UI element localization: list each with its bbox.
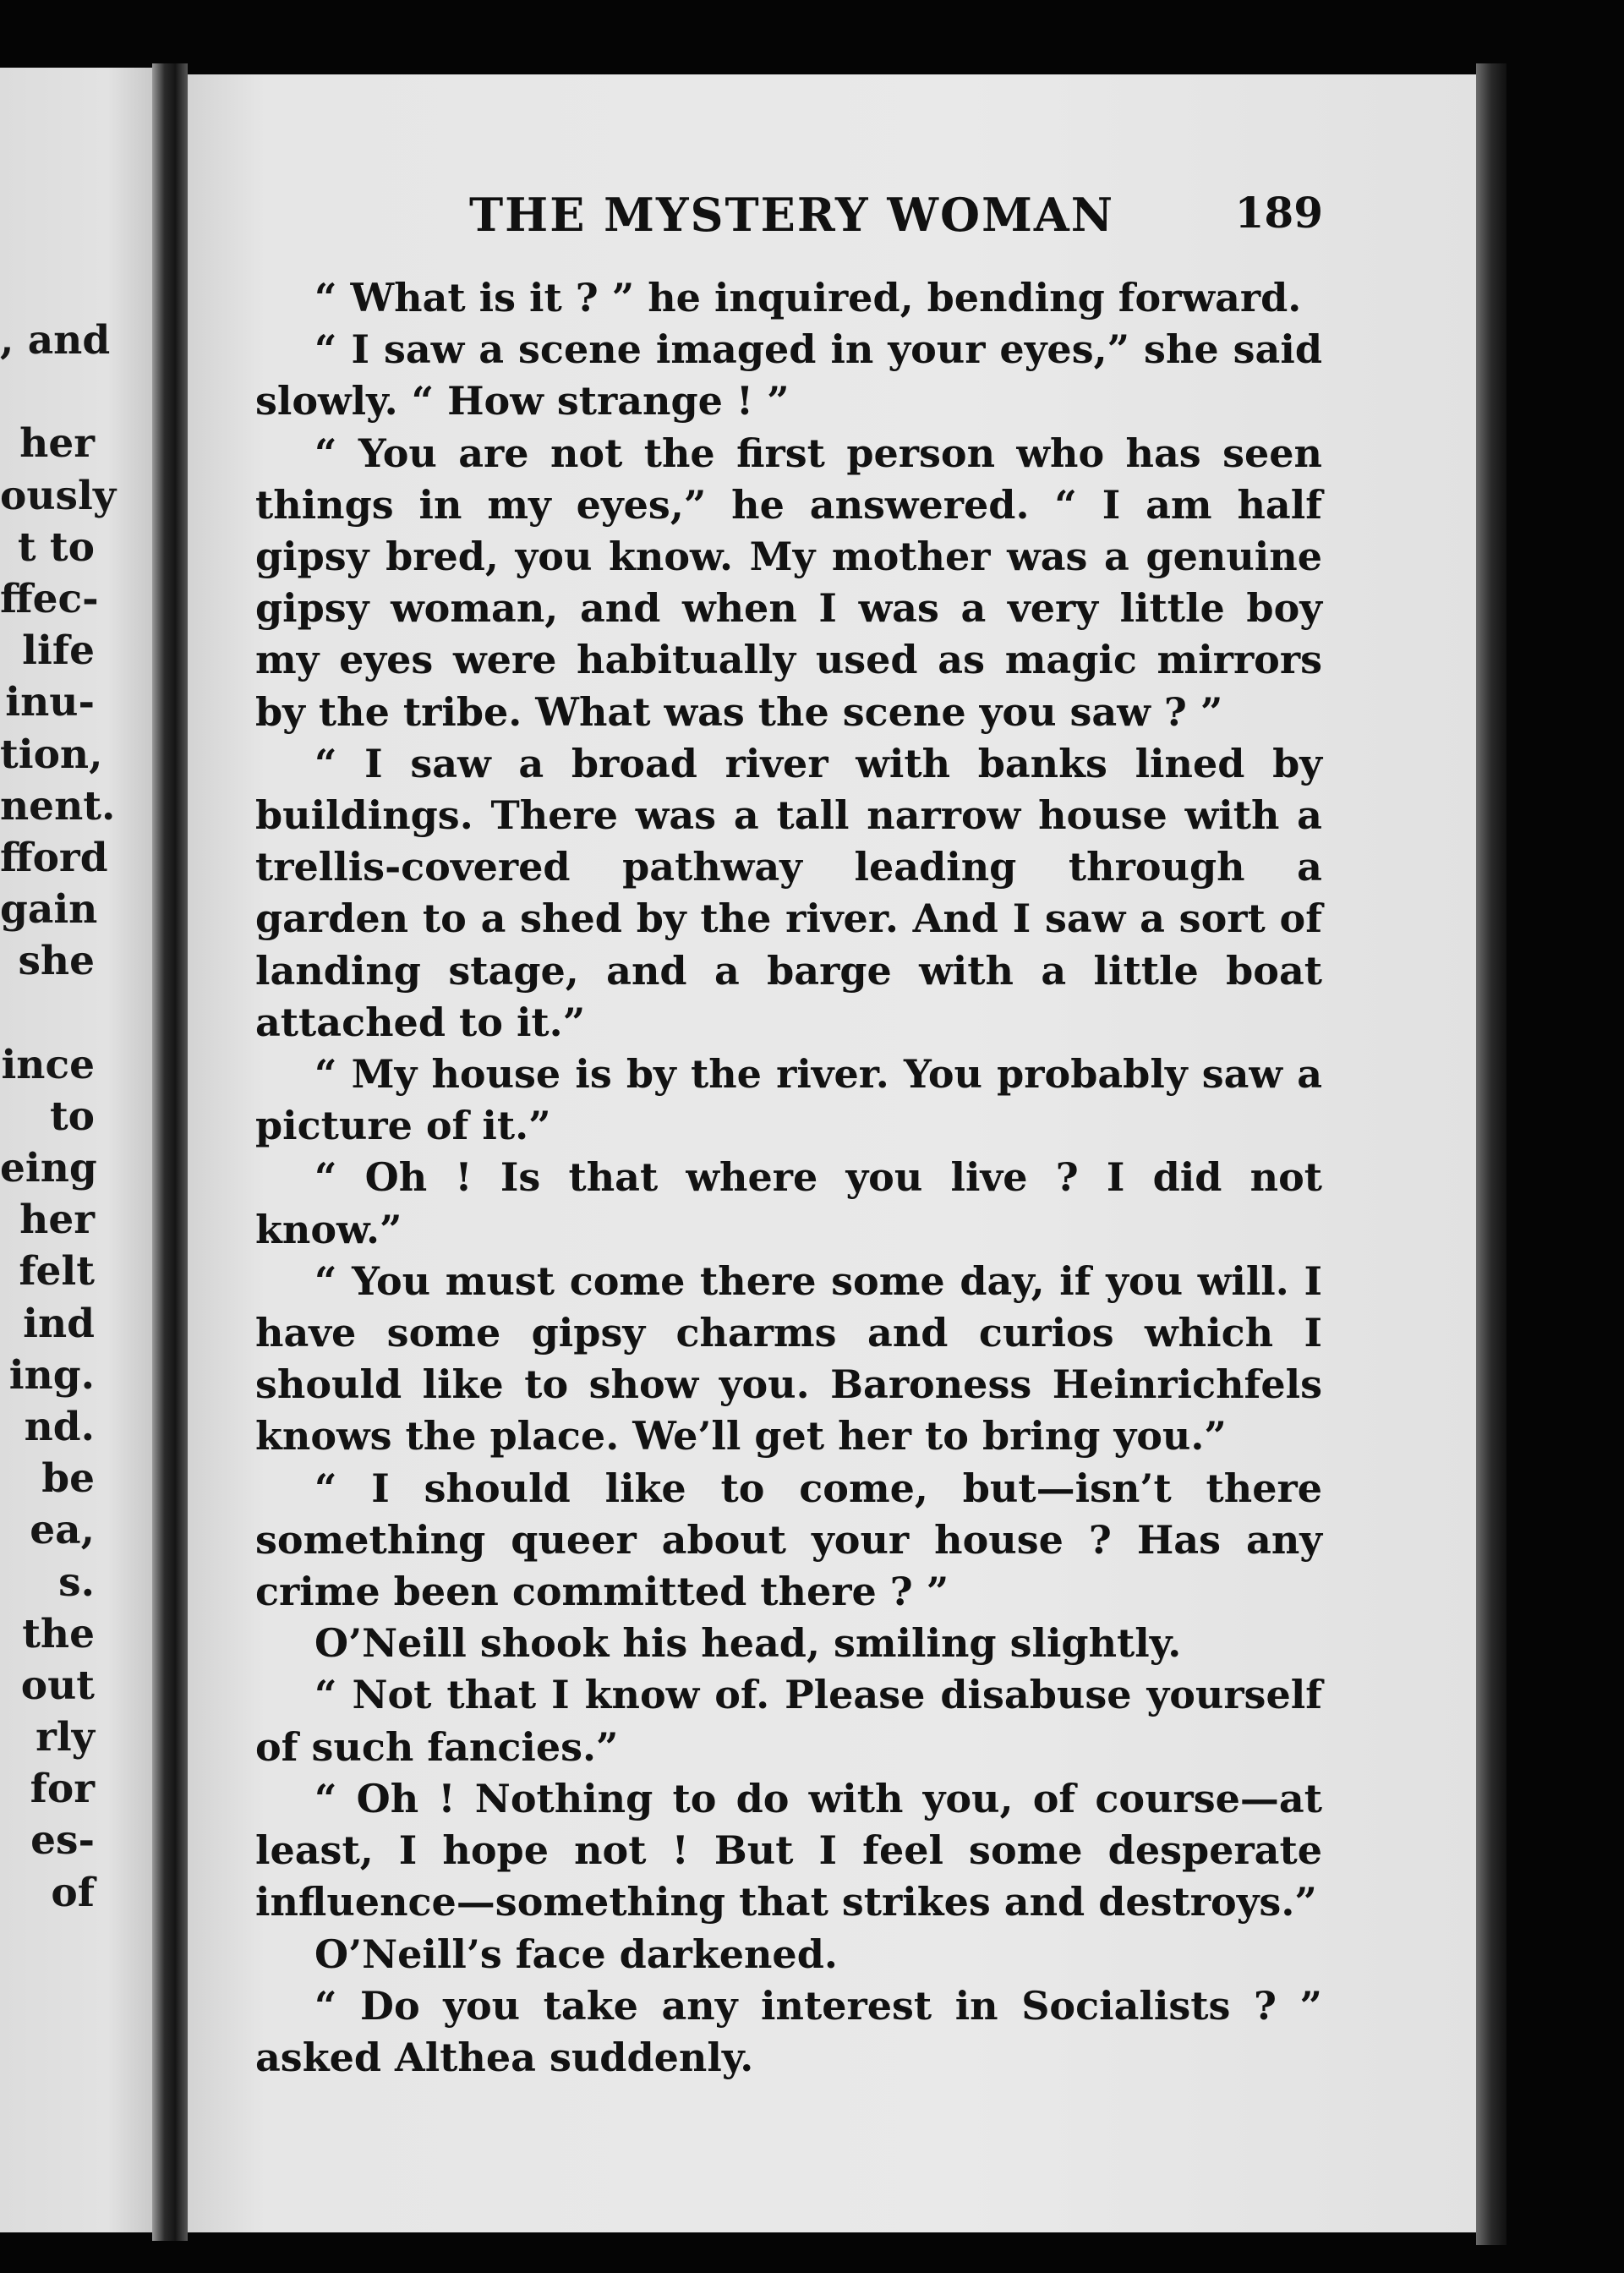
paragraph: “ My house is by the river. You probably saw a picture of it.” (255, 1051, 1322, 1149)
left-fragment-line: for (30, 1766, 95, 1813)
left-fragment-line: eing (0, 1145, 97, 1191)
paragraph: O’Neill shook his head, smiling slightly. (314, 1620, 1182, 1667)
left-fragment-line: s. (58, 1558, 95, 1606)
left-fragment-line: ind (23, 1300, 95, 1347)
left-fragment-line: tion, (0, 731, 103, 778)
paragraph: O’Neill’s face darkened. (314, 1931, 838, 1977)
left-fragment-line: to (49, 1093, 95, 1140)
left-fragment-line: ing. (8, 1351, 95, 1399)
left-fragment-line: be (41, 1455, 95, 1503)
left-fragment-line: life (22, 627, 95, 675)
running-head (469, 188, 1323, 247)
left-fragment-line: felt (19, 1248, 95, 1295)
left-fragment-line: nd. (24, 1403, 95, 1450)
page-number: 189 (1234, 188, 1323, 238)
left-fragment-line: es- (30, 1817, 95, 1865)
paragraph: “ You must come there some day, if you will. I have some gipsy charms and curios which I should like to show you. Baroness Heinrichfels knows the place. We’ll get her to bring you.” (255, 1257, 1322, 1460)
left-fragment-line: , and (0, 317, 111, 364)
left-fragment-line: ffec- (0, 575, 99, 622)
left-fragment-line: ea, (30, 1507, 95, 1554)
left-fragment-line: out (20, 1662, 95, 1709)
left-fragment-line: ously (0, 472, 117, 519)
left-fragment-line: her (19, 420, 95, 468)
body-text (255, 272, 1322, 2084)
paragraph: “ Do you take any interest in Socialists ? ” asked Althea suddenly. (255, 1982, 1322, 2080)
left-fragment-line (0, 366, 95, 418)
left-fragment-line: ince (1, 1041, 95, 1088)
left-fragment-line: inu- (5, 679, 95, 726)
paragraph: “ I saw a broad river with banks lined by buildings. There was a tall narrow house with a trellis-covered pathway leading through a garden to a shed by the river. And I saw a sort of landing stage, and a barge with a little boat attached to it.” (255, 740, 1322, 1045)
page-edge (1476, 63, 1506, 2245)
paragraph: “ Oh ! Is that where you live ? I did not know.” (255, 1154, 1322, 1252)
book-gutter (152, 63, 188, 2241)
paragraph: “ I should like to come, but—isn’t there something queer about your house ? Has any crime been committed there ? ” (255, 1465, 1322, 1615)
left-fragment-line: of (51, 1869, 95, 1916)
paragraph: “ You are not the first person who has seen things in my eyes,” he answered. “ I am half gipsy bred, you know. My mother was a genuine gipsy woman, and when I was a very little boy my eyes were habitually used as magic mirrors by the tribe. What was the scene you saw ? ” (255, 430, 1322, 735)
left-fragment-line: fford (0, 834, 108, 881)
running-title: THE MYSTERY WOMAN (469, 188, 1115, 242)
left-fragment-line: nent. (0, 782, 116, 830)
paragraph: “ Oh ! Nothing to do with you, of course—at least, I hope not ! But I feel some desperate influence—something that strikes and destroys.” (255, 1775, 1322, 1925)
left-page-text-fragments (0, 315, 117, 1919)
paragraph: “ I saw a scene imaged in your eyes,” she said slowly. “ How strange ! ” (255, 326, 1322, 424)
left-fragment-line: gain (0, 886, 98, 934)
left-fragment-line: she (18, 938, 95, 985)
paragraph: “ What is it ? ” he inquired, bending forward. (314, 275, 1302, 320)
left-fragment-line: rly (36, 1714, 95, 1761)
left-fragment-line: her (19, 1197, 95, 1244)
paragraph: “ Not that I know of. Please disabuse yourself of such fancies.” (255, 1672, 1322, 1770)
left-fragment-line (0, 987, 95, 1038)
left-fragment-line: the (22, 1610, 95, 1657)
left-fragment-line: t to (17, 523, 95, 571)
